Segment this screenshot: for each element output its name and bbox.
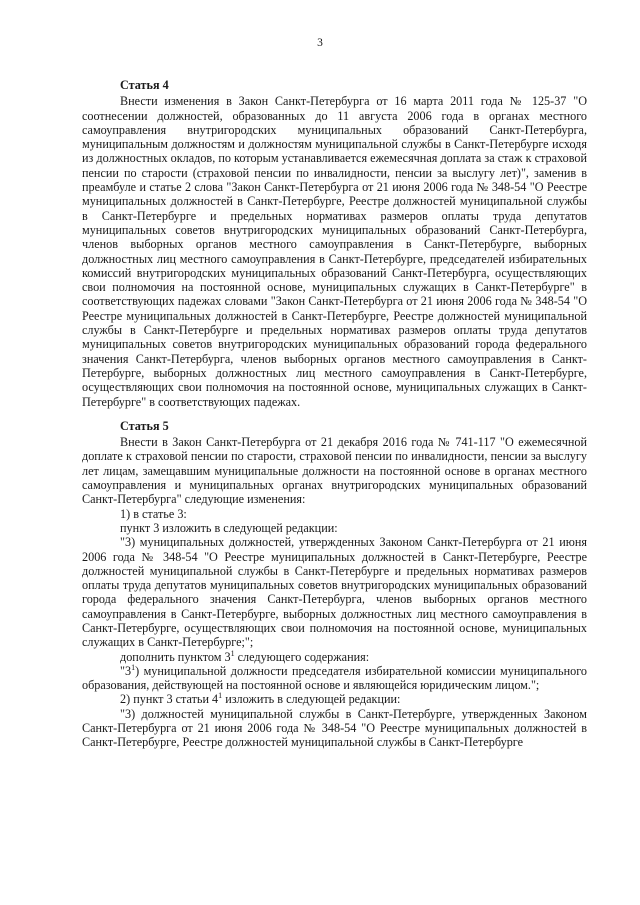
article-5-item-1-sub: пункт 3 изложить в следующей редакции: [120, 520, 338, 535]
item-2-sup: 1 [218, 691, 223, 701]
article-5-quote-3: "3) муниципальных должностей, утвержденных Законом Санкт-Петербурга от 21 июня 2006 года № 348-54 "О Реестре муниципальных должностей в Санкт-Петербурге, Реестре должностей муниципальной службы в Санкт-Петербурге и предельных нормативах размеров оплаты труда депутатов муниципальных советов внутригородских муниципальных образований города федерального значения Санкт-Петербурга, членов выборных органов местного самоуправления в Санкт-Петербурге, выборных должностных лиц местного самоуправления в Санкт-Петербурге, осуществляющих свои полномочия на постоянной основе, муниципальных служащих в Санкт-Петербурге;"; [82, 535, 587, 650]
supplement-sup: 1 [230, 648, 235, 658]
article-5-heading: Статья 5 [120, 418, 169, 433]
page-number: 3 [317, 37, 323, 49]
article-5-quote-last: "3) должностей муниципальной службы в Санкт-Петербурге, утвержденных Законом Санкт-Петербурга от 21 июня 2006 года № 348-54 "О Реестре муниципальных должностей в Санкт-Петербурге, Реестре должностей муниципальной службы в Санкт-Петербурге [82, 706, 587, 750]
item-2-prefix: 2) пункт 3 статьи 4 [120, 692, 219, 707]
document-body [82, 78, 587, 750]
quote-3-1-text: ) муниципальной должности председателя избирательной комиссии муниципального образования, действующей на постоянной основе и являющейся юридическим лицом."; [82, 663, 587, 693]
quote-3-1-sup: 1 [131, 662, 136, 672]
article-4-heading: Статья 4 [120, 78, 169, 92]
article-5-intro: Внести в Закон Санкт-Петербурга от 21 декабря 2016 года № 741-117 "О ежемесячной доплате к страховой пенсии по старости, страховой пенсии по инвалидности, пенсии за выслугу лет лицам, замещавшим муниципальные должности на постоянной основе в органах местного самоуправления и муниципальных органах внутригородских муниципальных образований Санкт-Петербурга" следующие изменения: [82, 435, 587, 507]
article-4-text: Внести изменения в Закон Санкт-Петербурга от 16 марта 2011 года № 125-37 "О соотнесении должностей, образованных до 11 августа 2006 года в органах местного самоуправления внутригородских муниципальных образований Санкт-Петербурга, муниципальным должностям и должностям муниципальной службы в Санкт-Петербурге исходя из должностных окладов, по которым устанавливается ежемесячная доплата за стаж к страховой пенсии по старости (страховой пенсии по инвалидности, пенсии за выслугу лет)", заменив в преамбуле и статье 2 слова "Закон Санкт-Петербурга от 21 июня 2006 года № 348-54 "О Реестре муниципальных должностей в Санкт-Петербурге, Реестре должностей муниципальной службы в Санкт-Петербурге и предельных нормативах размеров оплаты труда депутатов муниципальных советов внутригородских муниципальных образований Санкт-Петербурга, членов выборных органов местного самоуправления в Санкт-Петербурге, выборных должностных лиц местного самоуправления в Санкт-Петербурге, председателей избирательных комиссий внутригородских муниципальных образований Санкт-Петербурга, осуществляющих свои полномочия на постоянной основе, муниципальных служащих в Санкт-Петербурге" в соответствующих падежах словами "Закон Санкт-Петербурга от 21 июня 2006 года № 348-54 "О Реестре муниципальных должностей в Санкт-Петербурге, Реестре должностей муниципальной службы в Санкт-Петербурге и предельных нормативах размеров оплаты труда депутатов муниципальных советов внутригородских муниципальных образований города федерального значения Санкт-Петербурга, членов выборных органов местного самоуправления в Санкт-Петербурге, выборных должностных лиц местного самоуправления в Санкт-Петербурге, осуществляющих свои полномочия на постоянной основе, муниципальных служащих в Санкт-Петербурге" в соответствующих падежах. [82, 94, 587, 409]
item-2-suffix: изложить в следующей редакции: [222, 692, 401, 707]
supplement-prefix: дополнить пунктом 3 [120, 649, 231, 664]
quote-3-1-prefix: "3 [120, 663, 132, 678]
article-5-supplement [82, 650, 587, 664]
supplement-suffix: следующего содержания: [234, 649, 370, 664]
section-gap [82, 409, 587, 419]
article-5-quote-3-1 [82, 664, 587, 693]
article-5-item-2 [82, 692, 587, 706]
article-5-item-1: 1) в статье 3: [120, 506, 187, 521]
